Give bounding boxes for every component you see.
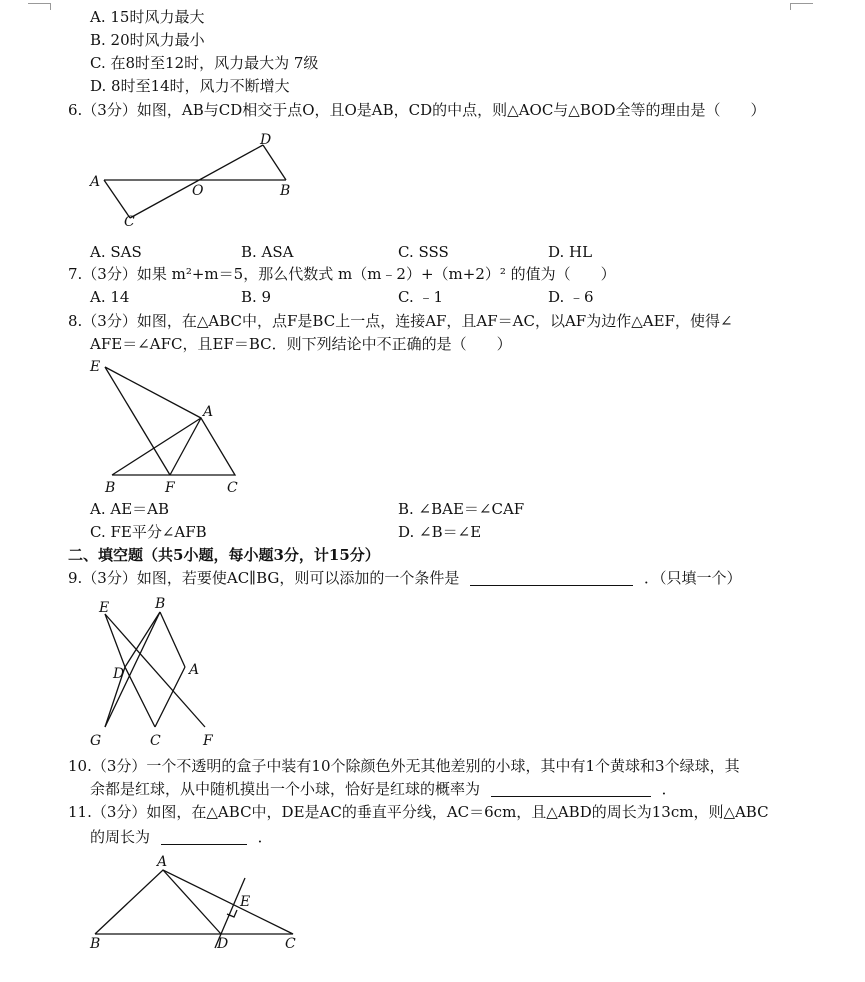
- q10-answer-blank[interactable]: [491, 780, 651, 797]
- q9-label-b: B: [155, 596, 166, 612]
- q9-label-g: G: [90, 733, 102, 749]
- q8-option-b: B. ∠BAE＝∠CAF: [398, 500, 525, 518]
- q5-option-c: C. 在8时至12时，风力最大为 7级: [90, 54, 319, 72]
- q10-stem-line2: [90, 778, 677, 800]
- q11-stem-line1: 11.（3分）如图，在△ABC中，DE是AC的垂直平分线，AC＝6cm，且△ABD的周长为13cm，则△ABC: [68, 803, 769, 821]
- q6-option-b: B. ASA: [241, 243, 294, 261]
- q6-segment-ac: [104, 180, 130, 218]
- q8-stem-line1: 8.（3分）如图，在△ABC中，点F是BC上一点，连接AF，且AF＝AC，以AF为边作△AEF，使得∠: [68, 312, 733, 330]
- q7-option-d: D. ﹣6: [548, 288, 594, 306]
- q8-option-d: D. ∠B＝∠E: [398, 523, 482, 541]
- q7-option-b: B. 9: [241, 288, 272, 306]
- q10-stem-line1: 10.（3分）一个不透明的盒子中装有10个除颜色外无其他差别的小球，其中有1个黄球和3个绿球，其: [68, 757, 740, 775]
- q9-label-a: A: [189, 662, 200, 678]
- q11-label-e: E: [240, 894, 251, 910]
- q8-triangle-abc: [112, 418, 235, 475]
- q11-stem-text: 的周长为: [90, 828, 151, 846]
- q8-label-e: E: [90, 359, 101, 375]
- q10-stem-suffix: ．: [661, 780, 677, 798]
- q5-option-b: B. 20时风力最小: [90, 31, 205, 49]
- q8-option-c: C. FE平分∠AFB: [90, 523, 207, 541]
- q6-option-d: D. HL: [548, 243, 593, 261]
- q9-stem-text: 9.（3分）如图，若要使AC∥BG，则可以添加的一个条件是: [68, 569, 460, 587]
- q7-stem: 7.（3分）如果 m²+m＝5，那么代数式 m（m﹣2）+（m+2）² 的值为（ ）: [68, 265, 616, 283]
- q6-option-a: A. SAS: [90, 243, 142, 261]
- q11-label-c: C: [285, 936, 296, 952]
- q6-label-o: O: [192, 183, 204, 199]
- page-corner-mark-left: [28, 3, 51, 10]
- q6-option-c: C. SSS: [398, 243, 449, 261]
- q9-stem: [68, 567, 741, 589]
- q9-segment-ba: [160, 612, 185, 667]
- q6-segment-db: [263, 145, 286, 180]
- page-corner-mark-right: [790, 3, 813, 10]
- q9-label-e: E: [99, 600, 110, 616]
- q6-figure: [80, 125, 310, 235]
- q8-label-b: B: [105, 480, 116, 496]
- q5-option-d: D. 8时至14时，风力不断增大: [90, 77, 290, 95]
- q11-label-d: D: [217, 936, 229, 952]
- q6-stem: 6.（3分）如图，AB与CD相交于点O，且O是AB，CD的中点，则△AOC与△BOD全等的理由是（ ）: [68, 101, 766, 119]
- q6-label-b: B: [280, 183, 291, 199]
- q7-option-c: C. ﹣1: [398, 288, 444, 306]
- q6-label-d: D: [260, 132, 272, 148]
- q8-figure: [85, 358, 255, 498]
- q8-option-a: A. AE＝AB: [90, 500, 170, 518]
- q7-option-a: A. 14: [90, 288, 130, 306]
- q6-segment-cd: [130, 145, 263, 218]
- q6-label-c: C: [124, 214, 135, 230]
- q11-label-a: A: [157, 854, 168, 870]
- q9-figure: [85, 592, 225, 752]
- q9-stem-suffix: ．（只填一个）: [643, 569, 742, 587]
- q6-label-a: A: [90, 174, 101, 190]
- q9-answer-blank[interactable]: [470, 569, 633, 586]
- section2-title: 二、填空题（共5小题，每小题3分，计15分）: [68, 546, 380, 564]
- q11-figure: [85, 850, 305, 960]
- q11-label-b: B: [90, 936, 101, 952]
- q11-answer-blank[interactable]: [161, 828, 247, 845]
- q9-label-d: D: [113, 666, 125, 682]
- q9-label-f: F: [203, 733, 213, 749]
- q8-stem-line2: AFE＝∠AFC，且EF＝BC．则下列结论中不正确的是（ ）: [90, 335, 512, 353]
- q8-label-c: C: [227, 480, 238, 496]
- q8-segment-ea: [105, 367, 201, 418]
- q11-segment-ad: [163, 870, 221, 934]
- q9-label-c: C: [150, 733, 161, 749]
- q8-label-a: A: [203, 404, 214, 420]
- q11-triangle-abc: [95, 870, 293, 934]
- q8-segment-af: [170, 418, 201, 475]
- q11-stem-line2: [90, 826, 273, 848]
- q8-label-f: F: [165, 480, 175, 496]
- q10-stem-text: 余都是红球，从中随机摸出一个小球，恰好是红球的概率为: [90, 780, 481, 798]
- q11-stem-suffix: ．: [257, 828, 273, 846]
- q5-option-a: A. 15时风力最大: [90, 8, 205, 26]
